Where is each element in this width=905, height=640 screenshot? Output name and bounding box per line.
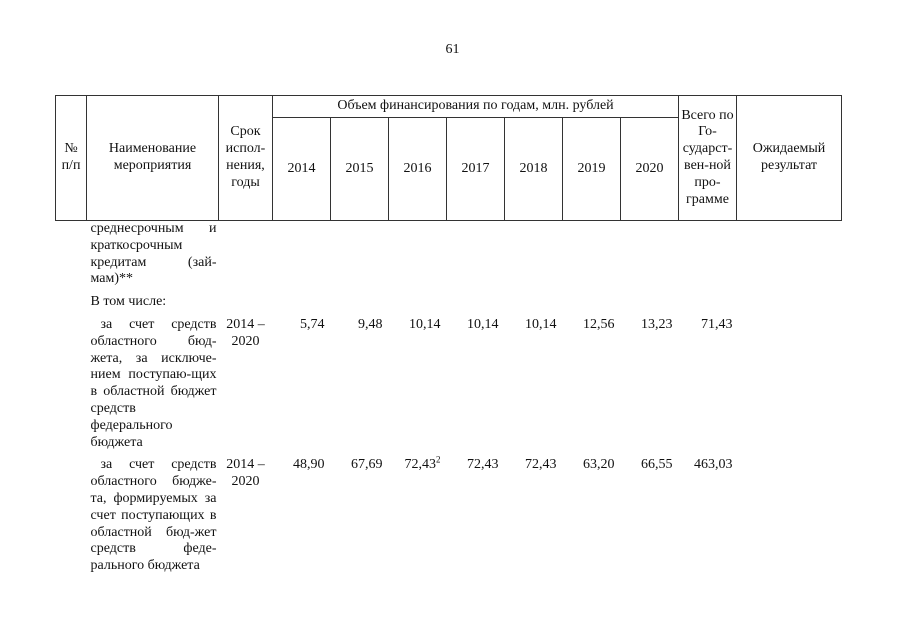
page-number: 61 bbox=[445, 42, 460, 57]
row-federal-term: 2014 – 2020 bbox=[226, 457, 265, 490]
header-year: 2018 bbox=[505, 118, 563, 221]
cell-value: 67,69 bbox=[351, 457, 383, 473]
cell-value: 63,20 bbox=[583, 457, 615, 473]
header-year: 2019 bbox=[563, 118, 621, 221]
header-name: Наименование мероприятия bbox=[87, 96, 219, 221]
cell-value: 48,90 bbox=[293, 457, 325, 473]
row-continuation-text: среднесрочным и краткосрочным кредитам (зай-мам)** bbox=[90, 221, 217, 287]
header-term: Срок испол-нения, годы bbox=[219, 96, 273, 221]
cell-value-text: 72,43 bbox=[404, 457, 436, 473]
row-regional-term: 2014 – 2020 bbox=[226, 316, 265, 349]
cell-value: 5,74 bbox=[300, 316, 325, 332]
header-year: 2020 bbox=[621, 118, 679, 221]
cell-value: 13,23 bbox=[641, 316, 673, 332]
cell-total: 463,03 bbox=[694, 457, 733, 473]
cell-value: 12,56 bbox=[583, 316, 615, 332]
funding-table bbox=[55, 95, 842, 575]
header-year: 2015 bbox=[331, 118, 389, 221]
cell-value: 72,43 bbox=[467, 457, 499, 473]
header-number: № п/п bbox=[56, 96, 87, 221]
row-including-label: В том числе: bbox=[90, 294, 167, 310]
cell-value: 72,43 bbox=[525, 457, 557, 473]
header-year: 2016 bbox=[389, 118, 447, 221]
cell-value: 10,14 bbox=[409, 316, 441, 332]
header-year: 2017 bbox=[447, 118, 505, 221]
table-row bbox=[56, 221, 842, 289]
header-result: Ожидаемый результат bbox=[737, 96, 842, 221]
table-row bbox=[56, 317, 842, 451]
cell-value: 10,14 bbox=[525, 316, 557, 332]
row-federal-name: за счет средств областного бюдже-та, формируемых за счет поступающих в областной бюд-жет средств феде-рального бюджета bbox=[90, 457, 217, 574]
cell-value-footnoted bbox=[389, 454, 447, 575]
cell-value: 10,14 bbox=[467, 316, 499, 332]
header-total: Всего по Го-сударст-вен-ной про-грамме bbox=[679, 96, 737, 221]
footnote-marker: 2 bbox=[436, 454, 441, 465]
row-regional-name: за счет средств областного бюд-жета, за исключе-нием поступаю-щих в областной бюджет средств федерального бюджета bbox=[90, 316, 217, 450]
cell-value: 9,48 bbox=[358, 316, 383, 332]
table-row bbox=[56, 294, 842, 311]
cell-value: 66,55 bbox=[641, 457, 673, 473]
cell-total: 71,43 bbox=[701, 316, 733, 332]
header-year: 2014 bbox=[273, 118, 331, 221]
table-row bbox=[56, 457, 842, 575]
header-funding: Объем финансирования по годам, млн. рублей bbox=[273, 96, 679, 118]
